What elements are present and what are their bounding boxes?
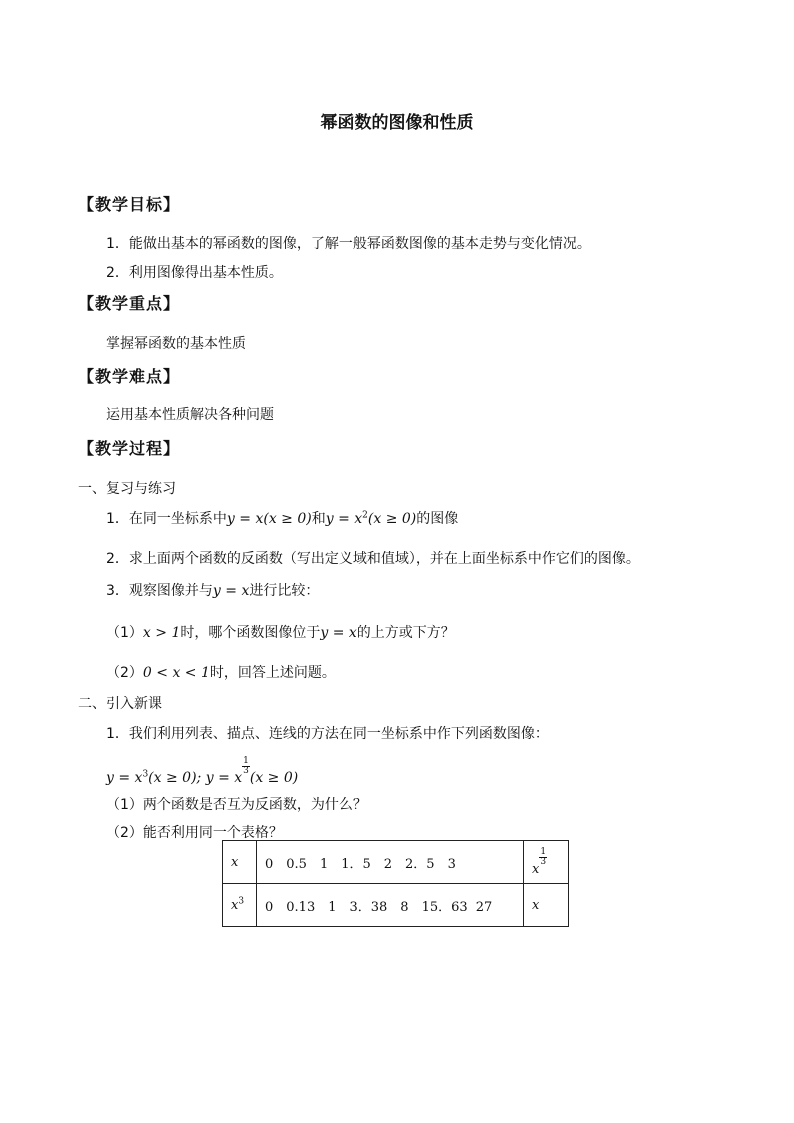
table-row <box>223 884 569 927</box>
part2-formula: $y = x^3(x \ge 0)$; y = x $\frac{1}{3}$ (x ≥ 0) <box>106 756 299 786</box>
part1-heading: 一、复习与练习 <box>78 481 176 497</box>
table-cell-x-cuberoot: x $\frac{1}{3}$ <box>524 841 569 884</box>
key-heading: 【教学重点】 <box>78 294 181 313</box>
formula-y-eq-x2: $y = x^2(x \ge 0)$ <box>325 510 417 527</box>
part1-item-1-prefix: 1．在同一坐标系中 <box>106 511 227 527</box>
question-1-label: （1） <box>106 625 143 641</box>
value-table <box>222 840 569 927</box>
part2-item-1: 1．我们利用列表、描点、连线的方法在同一坐标系中作下列函数图像： <box>106 726 549 742</box>
question-1-mid: 时，哪个函数图像位于 <box>180 625 321 641</box>
process-heading: 【教学过程】 <box>78 439 181 458</box>
goals-item-2: 2．利用图像得出基本性质。 <box>106 265 283 281</box>
table-cell-x3-label: $x^3$ <box>223 884 257 927</box>
part1-question-2 <box>106 662 336 682</box>
question-1-suffix: 的上方或下方？ <box>356 625 455 641</box>
goals-item-1: 1．能做出基本的幂函数的图像，了解一般幂函数图像的基本走势与变化情况。 <box>106 236 591 252</box>
question-2-label: （2） <box>106 665 143 681</box>
part2-heading: 二、引入新课 <box>78 696 162 712</box>
part1-item-1-mid: 和 <box>311 511 326 527</box>
condition-x-gt-1: x > 1 <box>142 625 181 641</box>
key-text: 掌握幂函数的基本性质 <box>106 336 246 352</box>
difficulty-heading: 【教学难点】 <box>78 367 181 386</box>
table-cell-x-values: 0 0.5 1 1．5 2 2．5 3 <box>257 841 524 884</box>
part1-question-1 <box>106 622 455 642</box>
formula-y-eq-x: y = x(x ≥ 0) <box>226 511 312 527</box>
part1-item-3-prefix: 3．观察图像并与 <box>106 583 213 599</box>
part1-item-3-suffix: 进行比较： <box>249 583 320 599</box>
part1-item-2: 2．求上面两个函数的反函数（写出定义域和值域），并在上面坐标系中作它们的图像。 <box>106 551 640 567</box>
part1-item-1 <box>106 508 458 528</box>
formula-y-eq-x-q1: y = x <box>320 625 357 641</box>
question-2-suffix: 时，回答上述问题。 <box>209 665 336 681</box>
part1-item-3 <box>106 580 319 600</box>
goals-heading: 【教学目标】 <box>78 195 181 214</box>
page-title: 幂函数的图像和性质 <box>320 113 474 133</box>
table-row <box>223 841 569 884</box>
condition-0-lt-x-lt-1: 0 < x < 1 <box>142 665 210 681</box>
table-cell-x3-values: 0 0.13 1 3．38 8 15．63 27 <box>257 884 524 927</box>
part1-item-1-suffix: 的图像 <box>416 511 459 527</box>
part2-question-1: （1）两个函数是否互为反函数，为什么？ <box>106 797 367 813</box>
difficulty-text: 运用基本性质解决各种问题 <box>106 407 274 423</box>
table-cell-x: x <box>524 884 569 927</box>
part2-question-2: （2）能否利用同一个表格？ <box>106 825 283 841</box>
formula-y-eq-x-compare: y = x <box>212 583 250 599</box>
table-cell-x-label: x <box>223 841 257 884</box>
